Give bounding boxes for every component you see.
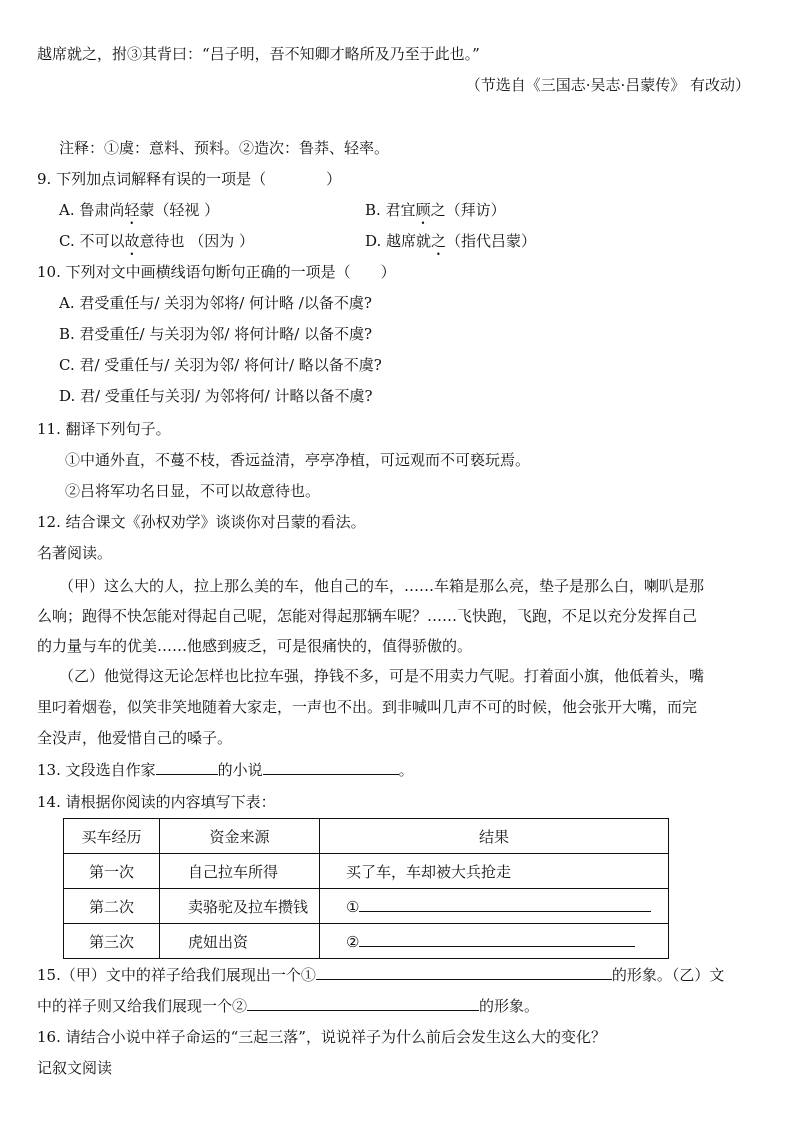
- section-heading-classics: 名著阅读。: [37, 544, 113, 562]
- passage-yi-line-1: （乙）他觉得这无论怎样也比拉车强，挣钱不多，可是不用卖力气呢。打着面小旗，他低着头，嘴: [59, 667, 705, 685]
- question-9: 9. 下列加点词解释有误的一项是（ ）: [37, 170, 342, 188]
- author-blank[interactable]: [156, 760, 218, 775]
- question-13: 13. 文段选自作家 的小说 。: [37, 761, 414, 779]
- q10-option-c: C. 君/ 受重任与/ 关羽为邻/ 将何计/ 略以备不虞?: [59, 356, 382, 374]
- table-row: [64, 924, 669, 959]
- source-citation: （节选自《三国志·吴志·吕蒙传》 有改动）: [465, 76, 750, 94]
- q11-sentence-1: ①中通外直，不蔓不枝，香远益清，亭亭净植，可远观而不可亵玩焉。: [65, 451, 531, 469]
- q10-option-a: A. 君受重任与/ 关羽为邻将/ 何计略 /以备不虞?: [59, 294, 372, 312]
- q10-option-b: B. 君受重任/ 与关羽为邻/ 将何计略/ 以备不虞?: [59, 325, 373, 343]
- table-header-row: [64, 819, 669, 854]
- table-cell: 买了车，车却被大兵抢走: [320, 854, 669, 889]
- table-cell: 第一次: [64, 854, 160, 889]
- passage-jia-line-1: （甲）这么大的人，拉上那么美的车，他自己的车，……车箱是那么亮，垫子是那么白，喇叭是那: [59, 577, 705, 595]
- passage-end-line: 越席就之，拊③其背曰：“吕子明，吾不知卿才略所及乃至于此也。”: [37, 45, 480, 63]
- image-blank-2[interactable]: [247, 996, 479, 1011]
- q11-sentence-2: ②吕将军功名日显，不可以故意待也。: [65, 482, 321, 500]
- q9-option-a: A. 鲁肃尚轻蒙（轻视 ）: [59, 201, 220, 219]
- question-15-line-1: 15.（甲）文中的祥子给我们展现出一个① 的形象。（乙）文: [37, 966, 725, 984]
- section-heading-narrative: 记叙文阅读: [37, 1059, 113, 1077]
- table-row: [64, 889, 669, 924]
- q9-option-c: C. 不可以故意待也 （因为 ）: [59, 232, 255, 250]
- q9-option-b: B. 君宜顾之（拜访）: [365, 201, 506, 219]
- question-14: 14. 请根据你阅读的内容填写下表：: [37, 793, 276, 811]
- table-header: 买车经历: [64, 819, 160, 854]
- passage-jia-line-3: 的力量与车的优美……他感到疲乏，可是很痛快的，值得骄傲的。: [37, 637, 473, 655]
- question-10: 10. 下列对文中画横线语句断句正确的一项是（ ）: [37, 263, 396, 281]
- passage-yi-line-3: 全没声，他爱惜自己的嗓子。: [37, 729, 233, 747]
- q9-option-d: D. 越席就之（指代吕蒙）: [365, 232, 537, 250]
- table-header: 结果: [320, 819, 669, 854]
- table-cell: 第二次: [64, 889, 160, 924]
- question-11: 11. 翻译下列句子。: [37, 420, 171, 438]
- result-blank-1[interactable]: [359, 897, 651, 912]
- question-15-line-2: 中的祥子则又给我们展现一个② 的形象。: [37, 997, 540, 1015]
- table-cell: 虎妞出资: [160, 924, 320, 959]
- passage-jia-line-2: 么响；跑得不快怎能对得起自己呢，怎能对得起那辆车呢？……飞快跑，飞跑，不足以充分发挥自己: [37, 607, 698, 625]
- annotation-note: 注释：①虞：意料、预料。②造次：鲁莽、轻率。: [59, 139, 390, 157]
- table-row: [64, 854, 669, 889]
- result-blank-2[interactable]: [359, 932, 635, 947]
- question-16: 16. 请结合小说中祥子命运的“三起三落”，说说祥子为什么前后会发生这么大的变化？: [37, 1028, 606, 1046]
- table-cell: ②: [320, 924, 669, 959]
- table-cell: 自己拉车所得: [160, 854, 320, 889]
- table-header: 资金来源: [160, 819, 320, 854]
- table-cell: 第三次: [64, 924, 160, 959]
- q10-option-d: D. 君/ 受重任与关羽/ 为邻将何/ 计略以备不虞?: [59, 387, 373, 405]
- purchase-history-table: [63, 818, 669, 959]
- question-12: 12. 结合课文《孙权劝学》谈谈你对吕蒙的看法。: [37, 513, 366, 531]
- image-blank-1[interactable]: [316, 965, 612, 980]
- table-cell: 卖骆驼及拉车攒钱: [160, 889, 320, 924]
- novel-blank[interactable]: [263, 760, 399, 775]
- passage-yi-line-2: 里叼着烟卷，似笑非笑地随着大家走，一声也不出。到非喊叫几声不可的时候，他会张开大嘴，而完: [37, 698, 698, 716]
- table-cell: ①: [320, 889, 669, 924]
